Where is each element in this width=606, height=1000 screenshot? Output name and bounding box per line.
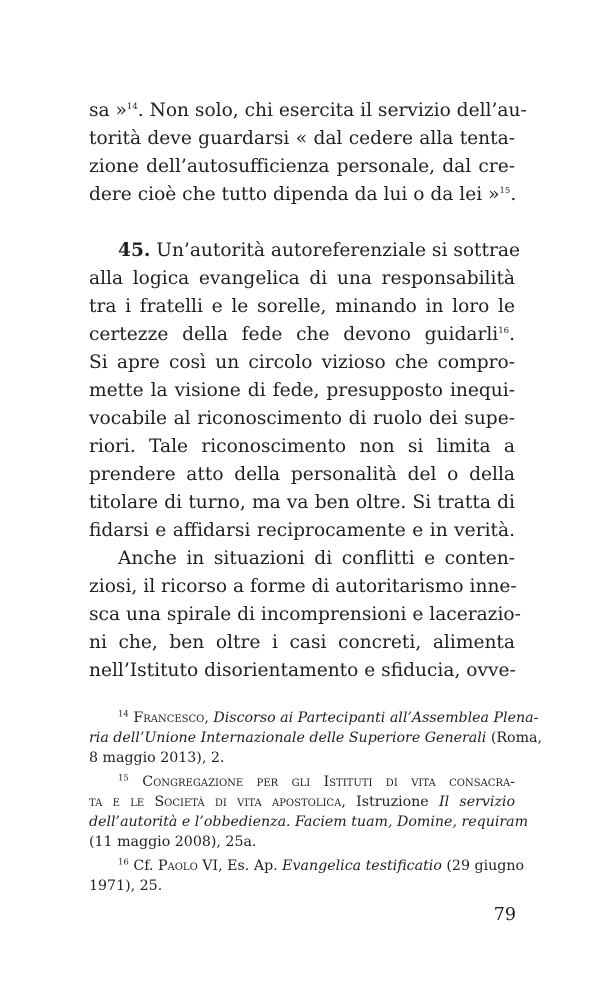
body-line: tra i fratelli e le sorelle, minando in loro le xyxy=(89,296,515,317)
body-line: sca una spirale di incomprensioni e lacerazio- xyxy=(89,604,521,625)
footnote-line: 8 maggio 2013), 2. xyxy=(89,750,225,766)
footnote-line: 1971), 25. xyxy=(89,878,163,894)
footnote-mark: 15 xyxy=(118,773,129,784)
footnote-14: $^{14}$ Francesco, Discorso ai Partecipanti all’Assemblea Plena- xyxy=(118,709,539,726)
body-line: certezze della fede che devono guidarli$^{16}$. xyxy=(89,324,515,345)
paragraph-45-first-line: 45. Un’autorità autoreferenziale si sottrae xyxy=(118,240,520,261)
body-line: riori. Tale riconoscimento non si limita a xyxy=(89,436,515,457)
body-line: mette la visione di fede, presupposto inequi- xyxy=(89,380,515,401)
footnote-mark: 14 xyxy=(118,709,129,720)
body-line: sa »$^{14}$. Non solo, chi esercita il servizio dell’au- xyxy=(89,100,527,121)
footnote-mark: 16 xyxy=(118,857,129,868)
footnote-16: $^{16}$ Cf. Paolo VI, Es. Ap. Evangelica testificatio (29 giugno xyxy=(118,857,525,874)
footnote-15: $^{15}$ Congregazione per gli Istituti di vita consacra- xyxy=(118,773,515,790)
footnote-ref-14[interactable]: 14 xyxy=(126,101,138,112)
body-line: vocabile al riconoscimento di ruolo dei supe- xyxy=(89,408,515,429)
body-line: prendere atto della personalità del o della xyxy=(89,464,515,485)
body-line: Si apre così un circolo vizioso che compro- xyxy=(89,352,515,373)
page-number: 79 xyxy=(493,905,516,925)
footnote-ref-16[interactable]: 16 xyxy=(498,325,510,336)
body-line: alla logica evangelica di una responsabilità xyxy=(89,268,515,289)
footnote-line: dell’autorità e l’obbedienza. Faciem tuam, Domine, requiram xyxy=(89,814,529,830)
body-line: dere cioè che tutto dipenda da lui o da lei »$^{15}$. xyxy=(89,184,517,205)
footnote-line: (11 maggio 2008), 25a. xyxy=(89,834,257,850)
body-line: ziosi, il ricorso a forme di autoritarismo inne- xyxy=(89,576,517,597)
body-line: nell’Istituto disorientamento e sfiducia, ovve- xyxy=(89,660,516,681)
footnote-line: ta e le Società di vita apostolica, Istruzione Il servizio xyxy=(89,794,515,810)
footnote-ref-15[interactable]: 15 xyxy=(499,185,511,196)
body-line: torità deve guardarsi « dal cedere alla tenta- xyxy=(89,128,515,149)
footnote-line: ria dell’Unione Internazionale delle Superiore Generali (Roma, xyxy=(89,730,543,746)
body-line: fidarsi e affidarsi reciprocamente e in verità. xyxy=(89,520,515,541)
body-line: ni che, ben oltre i casi concreti, alimenta xyxy=(89,632,515,653)
paragraph-number: 45. xyxy=(118,240,151,261)
body-line: zione dell’autosufficienza personale, dal cre- xyxy=(89,156,515,177)
body-line: Anche in situazioni di conflitti e conten- xyxy=(118,548,515,569)
body-line: titolare di turno, ma va ben oltre. Si tratta di xyxy=(89,492,515,513)
